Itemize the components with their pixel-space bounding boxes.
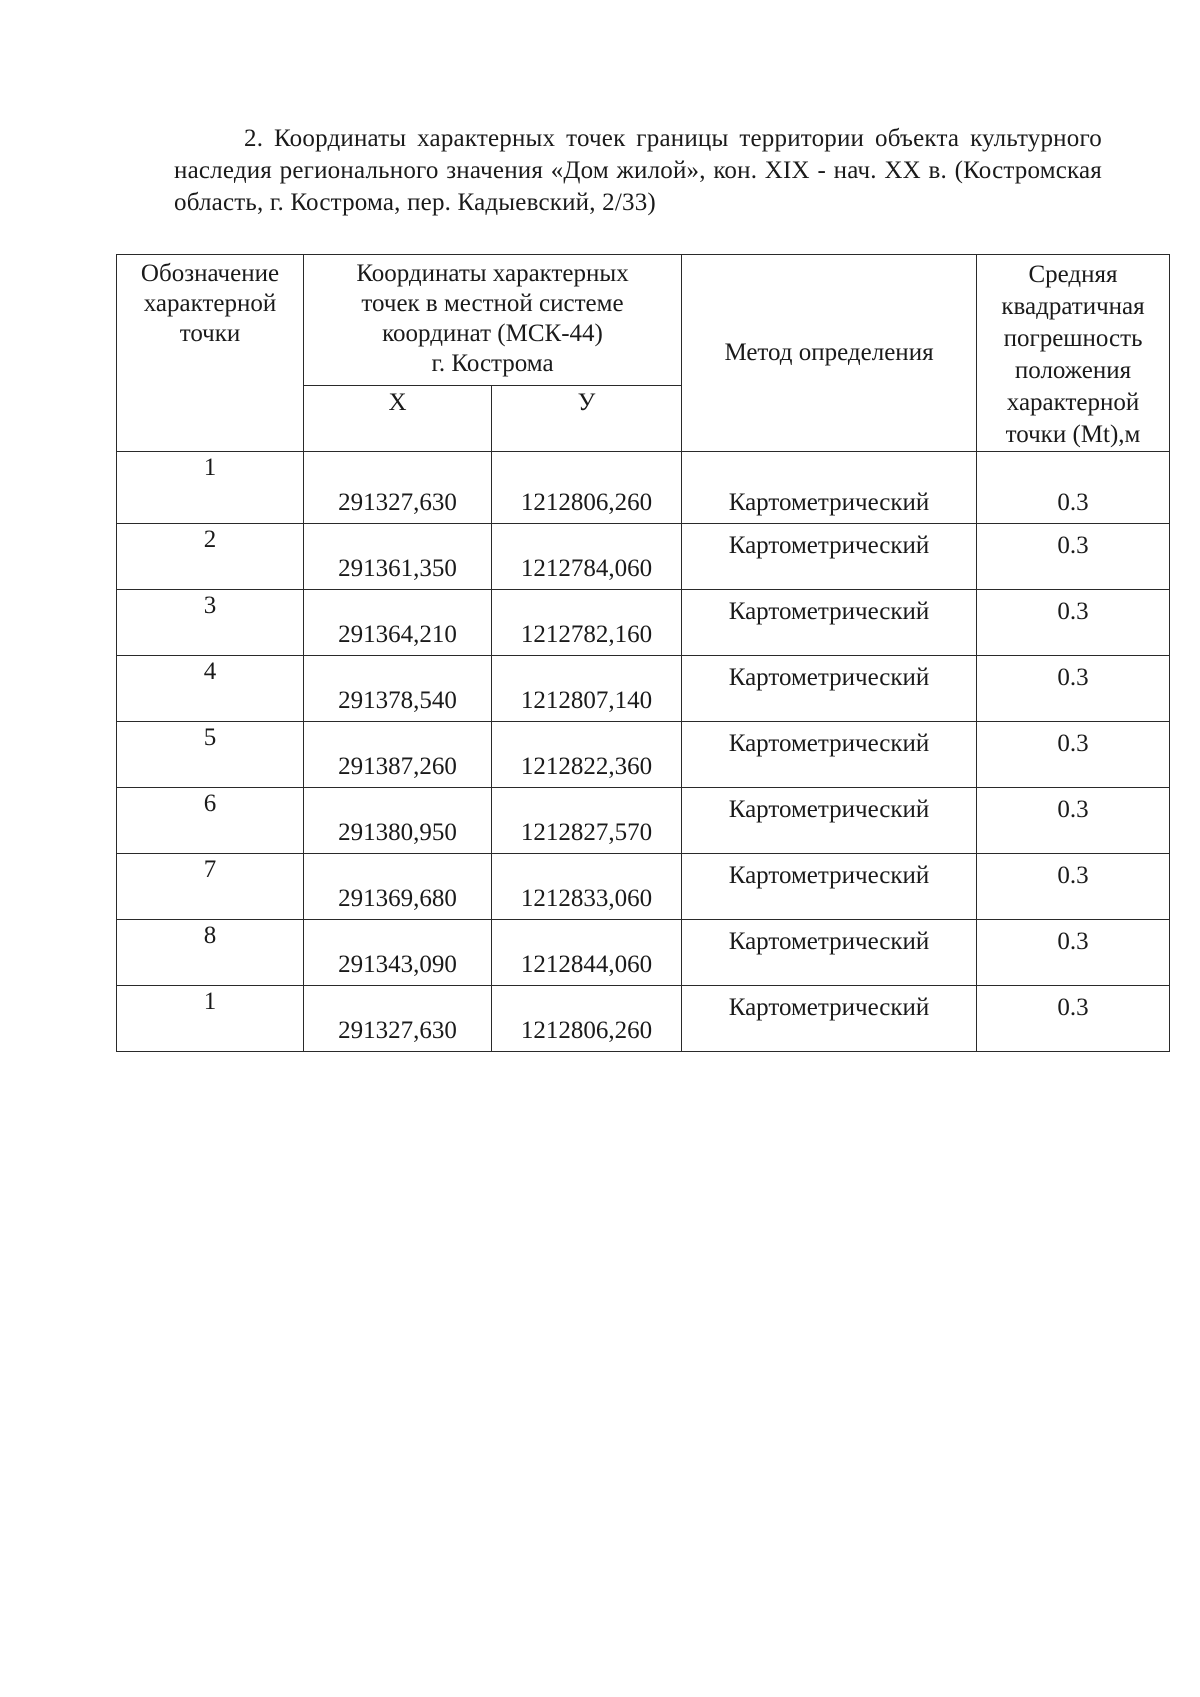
cell-y: 1212784,060: [492, 524, 682, 590]
coordinates-table: [116, 254, 1170, 1052]
table-row: [117, 722, 1170, 788]
header-error-label: [977, 255, 1170, 452]
header-coords-line: г. Кострома: [431, 350, 554, 377]
cell-point: 7: [117, 854, 304, 920]
header-point-label: [117, 255, 304, 452]
cell-x: 291378,540: [304, 656, 492, 722]
header-error-line: точки (Mt),м: [1005, 421, 1141, 448]
cell-point: 1: [117, 452, 304, 524]
header-method-label: Метод определения: [682, 255, 977, 452]
header-coords-label: [304, 255, 682, 386]
cell-method: Картометрический: [682, 986, 977, 1052]
cell-method: Картометрический: [682, 590, 977, 656]
cell-error: 0.3: [977, 452, 1170, 524]
cell-method: Картометрический: [682, 524, 977, 590]
cell-error: 0.3: [977, 656, 1170, 722]
cell-error: 0.3: [977, 854, 1170, 920]
cell-error: 0.3: [977, 986, 1170, 1052]
cell-x: 291380,950: [304, 788, 492, 854]
cell-x: 291364,210: [304, 590, 492, 656]
cell-point: 3: [117, 590, 304, 656]
header-y-label: У: [492, 385, 682, 451]
table-row: [117, 524, 1170, 590]
cell-method: Картометрический: [682, 452, 977, 524]
cell-y: 1212833,060: [492, 854, 682, 920]
cell-error: 0.3: [977, 788, 1170, 854]
cell-method: Картометрический: [682, 722, 977, 788]
cell-error: 0.3: [977, 920, 1170, 986]
table-row: [117, 656, 1170, 722]
table-row: [117, 590, 1170, 656]
cell-method: Картометрический: [682, 788, 977, 854]
cell-x: 291387,260: [304, 722, 492, 788]
cell-method: Картометрический: [682, 656, 977, 722]
cell-method: Картометрический: [682, 854, 977, 920]
header-coords-line: Координаты характерных: [356, 260, 629, 287]
cell-x: 291327,630: [304, 986, 492, 1052]
section-heading: 2. Координаты характерных точек границы территории объекта культурного наследия регионального значения «Дом жилой», кон. XIX - нач. XX в. (Костромская область, г. Кострома, пер. Кадыевский, 2/33): [174, 125, 1102, 216]
header-coords-line: координат (МСК-44): [382, 320, 603, 347]
table-row: [117, 920, 1170, 986]
header-x-label: X: [304, 385, 492, 451]
header-error-line: Средняя: [1028, 261, 1118, 288]
cell-error: 0.3: [977, 524, 1170, 590]
header-point-line: Обозначение: [140, 260, 280, 287]
cell-point: 6: [117, 788, 304, 854]
table-row: [117, 788, 1170, 854]
cell-point: 5: [117, 722, 304, 788]
header-coords-line: точек в местной системе: [361, 290, 624, 317]
header-error-line: характерной: [1006, 389, 1140, 416]
table-row: [117, 854, 1170, 920]
cell-method: Картометрический: [682, 920, 977, 986]
cell-error: 0.3: [977, 722, 1170, 788]
cell-point: 4: [117, 656, 304, 722]
cell-y: 1212782,160: [492, 590, 682, 656]
cell-point: 1: [117, 986, 304, 1052]
header-error-line: положения: [1014, 357, 1132, 384]
header-error-line: погрешность: [1003, 325, 1143, 352]
cell-y: 1212806,260: [492, 452, 682, 524]
header-error-line: квадратичная: [1001, 293, 1145, 320]
cell-y: 1212807,140: [492, 656, 682, 722]
cell-y: 1212806,260: [492, 986, 682, 1052]
cell-y: 1212844,060: [492, 920, 682, 986]
cell-x: 291327,630: [304, 452, 492, 524]
cell-point: 8: [117, 920, 304, 986]
cell-x: 291361,350: [304, 524, 492, 590]
table-row: [117, 452, 1170, 524]
cell-y: 1212822,360: [492, 722, 682, 788]
table-row: [117, 986, 1170, 1052]
cell-point: 2: [117, 524, 304, 590]
header-point-line: характерной: [143, 290, 277, 317]
cell-x: 291343,090: [304, 920, 492, 986]
table-header-row: [117, 255, 1170, 386]
cell-x: 291369,680: [304, 854, 492, 920]
header-point-line: точки: [179, 320, 241, 347]
cell-error: 0.3: [977, 590, 1170, 656]
cell-y: 1212827,570: [492, 788, 682, 854]
